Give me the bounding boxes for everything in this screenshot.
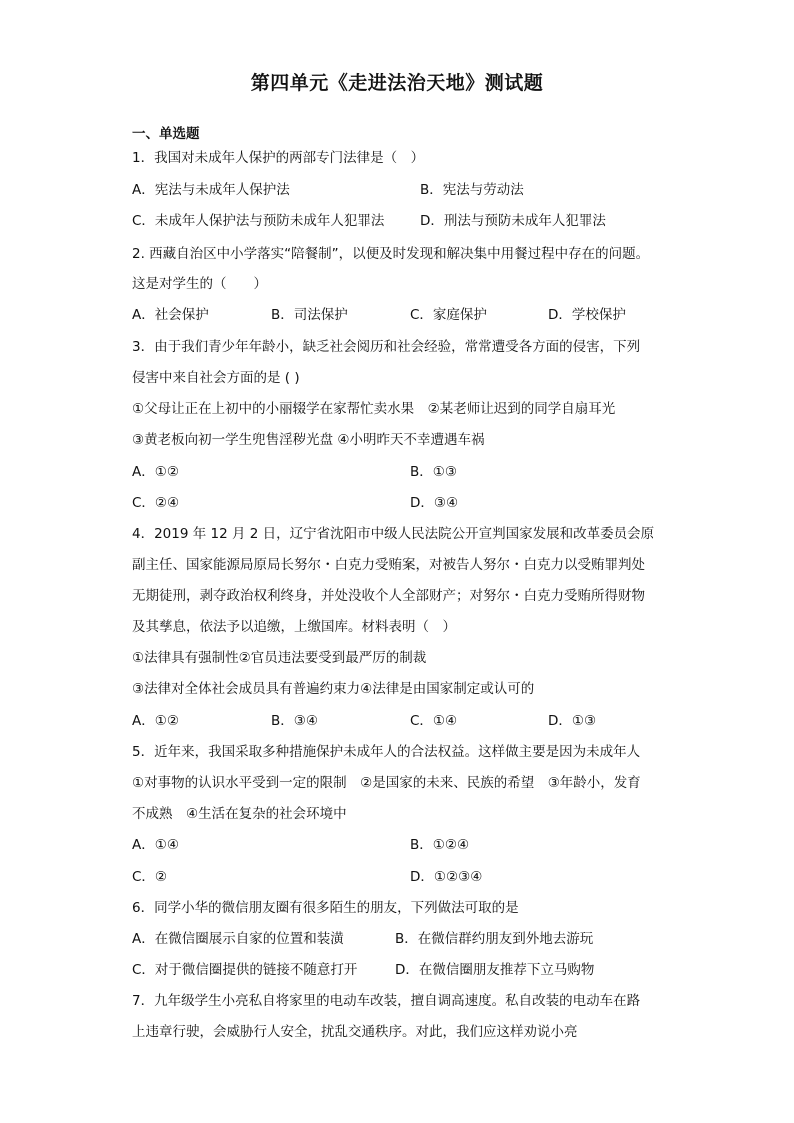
question-6-option-d: D．在微信圈朋友推荐下立马购物 (395, 962, 595, 978)
question-4-item-line1: ①法律具有强制性②官员违法要受到最严厉的制裁 (132, 650, 427, 666)
question-2-option-a: A．社会保护 (132, 307, 209, 323)
question-5-option-c: C．② (132, 869, 168, 885)
question-2-option-b: B．司法保护 (271, 307, 348, 323)
question-3-stem-line1: 3．由于我们青少年年龄小，缺乏社会阅历和社会经验，常常遭受各方面的侵害，下列 (132, 339, 641, 355)
question-3-option-b: B．①③ (410, 464, 457, 480)
question-7-stem-line1: 7．九年级学生小亮私自将家里的电动车改装，擅自调高速度。私自改装的电动车在路 (132, 993, 641, 1009)
question-4-stem-line4: 及其孳息，依法予以追缴，上缴国库。材料表明（ ） (132, 619, 456, 635)
question-4-option-b: B．③④ (271, 713, 318, 729)
question-1-option-a: A．宪法与未成年人保护法 (132, 182, 290, 198)
question-3-option-a: A．①② (132, 464, 179, 480)
question-1-option-c: C．未成年人保护法与预防未成年人犯罪法 (132, 213, 385, 229)
question-2-option-d: D．学校保护 (548, 307, 626, 323)
question-5-option-b: B．①②④ (410, 837, 470, 853)
question-2-option-c: C．家庭保护 (410, 307, 487, 323)
question-4-stem-line3: 无期徒刑，剥夺政治权利终身，并处没收个人全部财产；对努尔・白克力受贿所得财物 (132, 588, 645, 604)
question-4-option-c: C．①④ (410, 713, 458, 729)
question-5-option-a: A．①④ (132, 837, 179, 853)
question-5-stem-line2: ①对事物的认识水平受到一定的限制 ②是国家的未来、民族的希望 ③年龄小，发育 (132, 775, 641, 791)
question-5-stem-line1: 5．近年来，我国采取多种措施保护未成年人的合法权益。这样做主要是因为未成年人 (132, 744, 641, 760)
question-4-option-a: A．①② (132, 713, 179, 729)
question-5-option-d: D．①②③④ (410, 869, 483, 885)
question-4-item-line2: ③法律对全体社会成员具有普遍约束力④法律是由国家制定或认可的 (132, 681, 535, 697)
question-1-option-b: B．宪法与劳动法 (420, 182, 524, 198)
page-title: 第四单元《走进法治天地》测试题 (250, 72, 544, 94)
question-6-stem: 6．同学小华的微信朋友圈有很多陌生的朋友，下列做法可取的是 (132, 900, 519, 916)
question-3-option-d: D．③④ (410, 495, 459, 511)
question-3-item-line1: ①父母让正在上初中的小丽辍学在家帮忙卖水果 ②某老师让迟到的同学自扇耳光 (132, 401, 616, 417)
question-3-stem-line2: 侵害中来自社会方面的是 ( ) (132, 370, 300, 386)
question-3-item-line2: ③黄老板向初一学生兜售淫秽光盘 ④小明昨天不幸遭遇车祸 (132, 432, 485, 448)
question-6-option-a: A．在微信圈展示自家的位置和装潢 (132, 931, 344, 947)
question-4-option-d: D．①③ (548, 713, 597, 729)
question-1-option-d: D．刑法与预防未成年人犯罪法 (420, 213, 606, 229)
question-1-stem: 1．我国对未成年人保护的两部专门法律是（ ） (132, 150, 425, 166)
question-3-option-c: C．②④ (132, 495, 180, 511)
question-7-stem-line2: 上违章行驶，会威胁行人安全，扰乱交通秩序。对此，我们应这样劝说小亮 (132, 1024, 578, 1040)
section-heading: 一、单选题 (132, 126, 200, 142)
question-4-stem-line1: 4．2019 年 12 月 2 日，辽宁省沈阳市中级人民法院公开宣判国家发展和改革委员会原 (132, 526, 655, 542)
question-2-stem-line2: 这是对学生的（ ） (132, 276, 267, 292)
question-2-stem-line1: 2. 西藏自治区中小学落实“陪餐制”，以便及时发现和解决集中用餐过程中存在的问题。 (132, 246, 650, 262)
question-5-stem-line3: 不成熟 ④生活在复杂的社会环境中 (132, 806, 347, 822)
question-4-stem-line2: 副主任、国家能源局原局长努尔・白克力受贿案，对被告人努尔・白克力以受贿罪判处 (132, 557, 645, 573)
question-6-option-c: C．对于微信圈提供的链接不随意打开 (132, 962, 358, 978)
question-6-option-b: B．在微信群约朋友到外地去游玩 (395, 931, 594, 947)
